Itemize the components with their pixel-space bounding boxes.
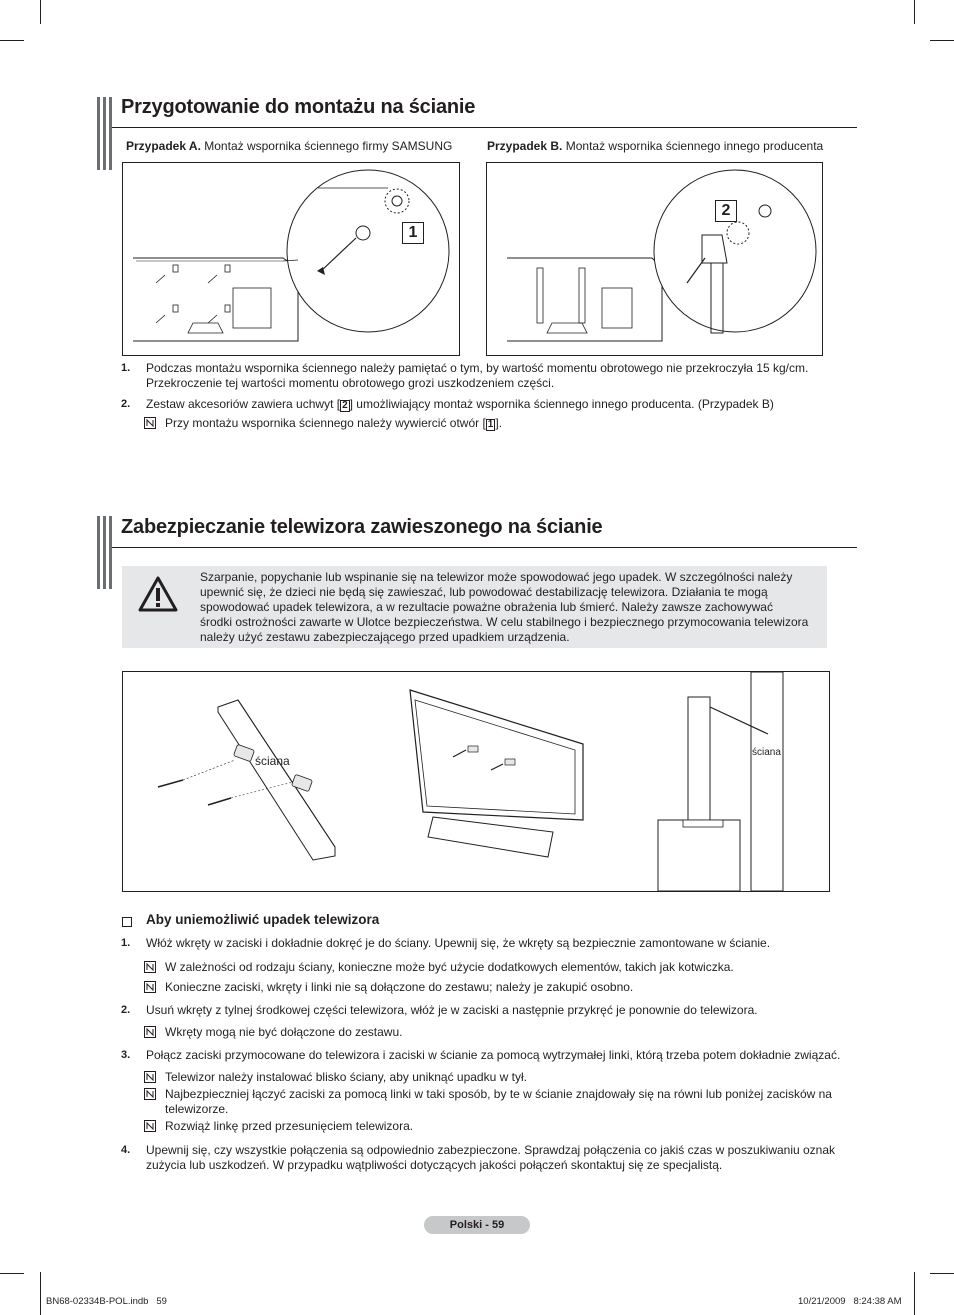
step-number: 3.	[121, 1049, 131, 1061]
crop-mark	[930, 40, 954, 41]
note-text: telewizorze.	[165, 1102, 229, 1116]
item-text-before: Zestaw akcesoriów zawiera uchwyt [	[146, 397, 341, 411]
note-icon	[144, 417, 156, 429]
warning-line: upewnić się, że dzieci nie będą się zawieszać, lub powodować destabilizację telewizora. Działania te mogą	[200, 585, 768, 599]
note-icon	[144, 981, 156, 993]
case-a-illustration	[123, 163, 459, 355]
note-text-before: Przy montażu wspornika ściennego należy wywiercić otwór [	[165, 416, 486, 430]
part-number-box: 2	[342, 400, 348, 411]
warning-line: Szarpanie, popychanie lub wspinanie się na telewizor może spowodować jego upadek. W szczególności należy	[200, 570, 793, 584]
step-text: Połącz zaciski przymocowane do telewizora i zaciski w ścianie za pomocą wytrzymałej linki, którą trzeba potem dokładnie związać.	[146, 1048, 841, 1062]
case-a-label: Przypadek A.	[126, 139, 201, 153]
case-b-illustration	[487, 163, 822, 355]
case-b-text: Montaż wspornika ściennego innego producenta	[565, 139, 824, 153]
note-icon	[144, 1071, 156, 1083]
checkbox-icon	[122, 917, 132, 927]
note-text-after: ].	[495, 416, 503, 430]
section-bar	[109, 516, 112, 589]
note-icon	[144, 1088, 156, 1100]
note-text: Najbezpieczniej łączyć zaciski za pomocą linki w taki sposób, by te w ścianie znajdowały się na równi lub poniżej zacisków na	[165, 1087, 832, 1101]
note-icon	[144, 961, 156, 973]
note-text: Konieczne zaciski, wkręty i linki nie są dołączone do zestawu; należy je zakupić osobno.	[165, 980, 634, 994]
step-text: zużycia lub uszkodzeń. W przypadku wątpliwości dotyczących jakości połączeń skontaktuj się ze specjalistą.	[146, 1158, 723, 1172]
section-bar	[109, 97, 112, 170]
note-text: Rozwiąż linkę przed przesunięciem telewizora.	[165, 1119, 414, 1133]
crop-mark	[40, 0, 41, 24]
note-icon	[144, 1026, 156, 1038]
callout-1: 1	[402, 222, 424, 244]
crop-mark	[0, 40, 24, 41]
footer-file: BN68-02334B-POL.indb 59	[46, 1296, 167, 1307]
section-bar	[103, 97, 106, 170]
step-number: 2.	[121, 1004, 131, 1016]
section-title: Przygotowanie do montażu na ścianie	[121, 96, 476, 118]
warning-line: należy użyć zestawu zabezpieczającego przed upadkiem urządzenia.	[200, 630, 570, 644]
step-text: Usuń wkręty z tylnej środkowej części telewizora, włóż je w zaciski a następnie przykręć je ponownie do telewizora.	[146, 1003, 758, 1017]
step-number: 4.	[121, 1144, 131, 1156]
page-number-pill: Polski - 59	[424, 1216, 530, 1234]
callout-2: 2	[715, 200, 737, 222]
crop-mark	[40, 1272, 41, 1315]
warning-line: spowodować upadek telewizora, a w rezultacie poważne obrażenia lub śmierć. Należy zawsze zachowywać	[200, 600, 773, 614]
warning-line: środki ostrożności zawarte w Ulotce bezpieczeństwa. W celu stabilnego i bezpiecznego przymocowania telewizora	[200, 615, 809, 629]
item-number: 1.	[121, 362, 131, 374]
item-text: Przekroczenie tej wartości momentu obrotowego grozi uszkodzeniem części.	[146, 376, 555, 390]
crop-mark	[0, 1273, 24, 1274]
section-bar	[103, 516, 106, 589]
warning-text	[200, 570, 825, 645]
section-rule	[112, 547, 857, 548]
crop-mark	[914, 0, 915, 24]
case-b-caption	[487, 139, 823, 154]
section-bar	[97, 97, 100, 170]
section-title: Zabezpieczanie telewizora zawieszonego na ścianie	[121, 516, 603, 538]
subheading: Aby uniemożliwić upadek telewizora	[146, 912, 380, 927]
case-a-caption	[126, 139, 452, 154]
note-text: Wkręty mogą nie być dołączone do zestawu.	[165, 1025, 403, 1039]
note-text: Telewizor należy instalować blisko ściany, aby uniknąć upadku w tył.	[165, 1070, 527, 1084]
figure-case-b	[486, 162, 823, 356]
note-text	[165, 416, 502, 431]
step-text: Włóż wkręty w zaciski i dokładnie dokręć je do ściany. Upewnij się, że wkręty są bezpiecznie zamontowane w ścianie.	[146, 936, 771, 950]
figure-wall-anchor	[122, 671, 830, 892]
note-text: W zależności od rodzaju ściany, konieczne może być użycie dodatkowych elementów, takich jak kotwiczka.	[165, 960, 734, 974]
step-text: Upewnij się, czy wszystkie połączenia są odpowiednio zabezpieczone. Sprawdzaj połączenia co jakiś czas w poszukiwaniu oznak	[146, 1143, 836, 1157]
section-rule	[112, 127, 857, 128]
warning-icon	[138, 576, 178, 612]
crop-mark	[930, 1273, 954, 1274]
part-number-box: 1	[487, 419, 494, 430]
item-text: Podczas montażu wspornika ściennego należy pamiętać o tym, by wartość momentu obrotowego nie przekroczyła 15 kg/cm.	[146, 361, 809, 375]
item-number: 2.	[121, 398, 131, 410]
wall-label: ściana	[255, 754, 290, 768]
warning-box	[122, 566, 827, 648]
case-b-label: Przypadek B.	[487, 139, 563, 153]
note-icon	[144, 1120, 156, 1132]
item-text-after: ] umożliwiający montaż wspornika ściennego innego producenta. (Przypadek B)	[349, 397, 774, 411]
wall-label: ściana	[752, 747, 781, 758]
section-bar	[97, 516, 100, 589]
crop-mark	[914, 1272, 915, 1315]
item-text	[146, 397, 774, 412]
figure-case-a	[122, 162, 460, 356]
step-number: 1.	[121, 937, 131, 949]
case-a-text: Montaż wspornika ściennego firmy SAMSUNG	[204, 139, 453, 153]
wall-anchor-illustration	[123, 672, 829, 891]
footer-datetime: 10/21/2009 8:24:38 AM	[798, 1296, 902, 1307]
